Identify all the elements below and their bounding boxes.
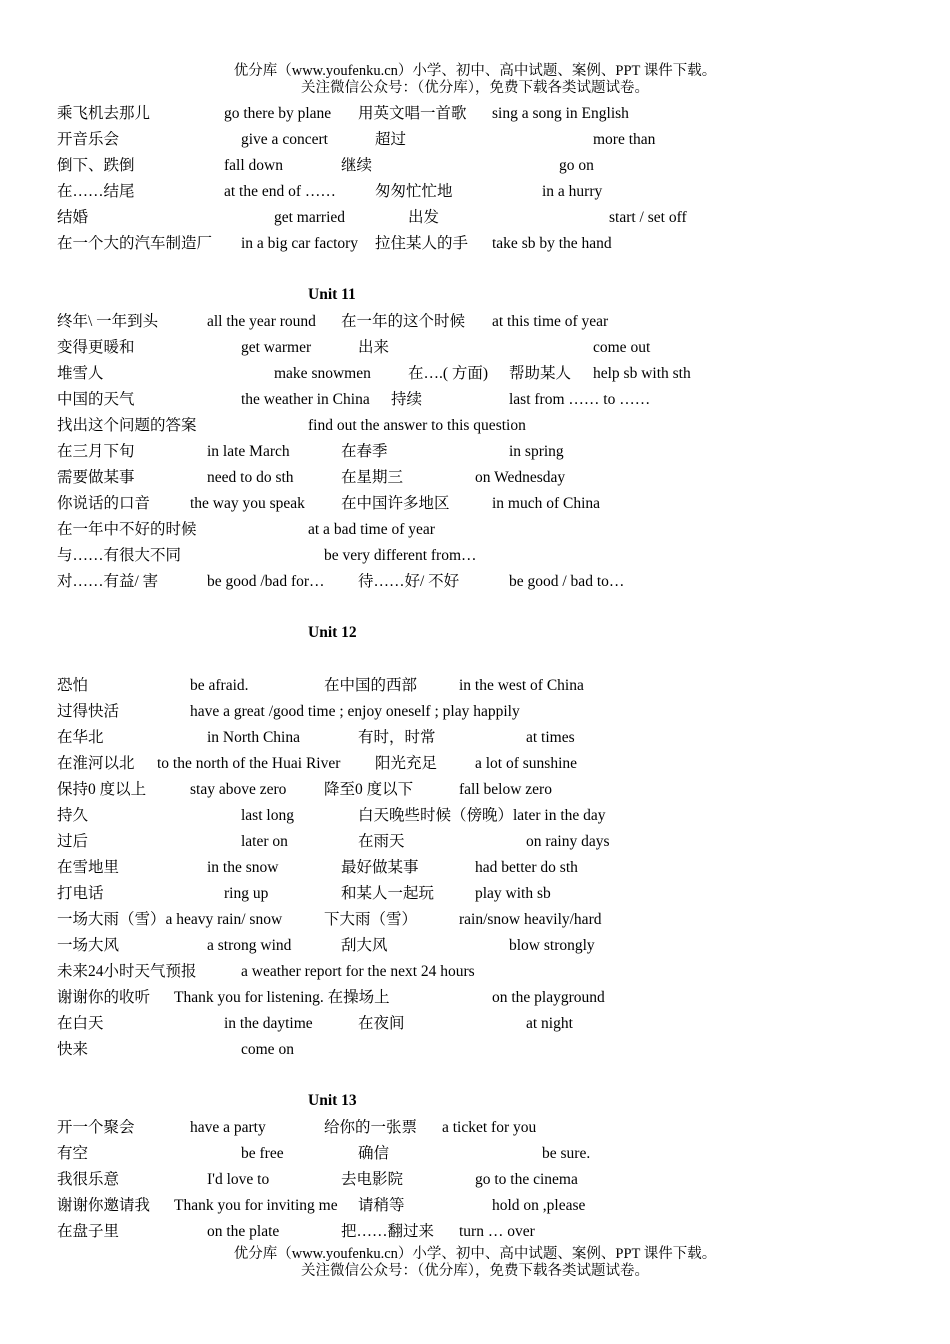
footer-line-1: 优分库（www.youfenku.cn）小学、初中、高中试题、案例、PPT 课件下载。 xyxy=(233,1246,717,1262)
phrase-cell: 在白天 xyxy=(57,1015,104,1032)
translation-cell: in a big car factory xyxy=(241,235,359,252)
phrase-cell: 超过 xyxy=(375,131,407,148)
translation-cell: in much of China xyxy=(492,495,601,512)
phrase-cell: 有空 xyxy=(57,1145,89,1162)
phrase-cell: 在一年的这个时候 xyxy=(341,313,466,330)
phrase-cell: help sb with sth xyxy=(593,365,691,382)
phrase-cell: 恐怕 xyxy=(57,677,89,694)
phrase-cell: 需要做某事 xyxy=(57,469,135,486)
phrase-cell: 在一年中不好的时候 xyxy=(57,521,197,538)
translation-cell: play with sb xyxy=(475,885,551,902)
phrase-cell: 过得快活 xyxy=(57,703,120,720)
phrase-cell: 你说话的口音 xyxy=(57,495,151,512)
phrase-cell: 乘飞机去那儿 xyxy=(57,105,151,122)
phrase-cell: 一场大风 xyxy=(57,937,120,954)
unit12-title: Unit 12 xyxy=(308,624,357,641)
phrase-cell: 在淮河以北 xyxy=(57,755,135,772)
translation-cell: in late March xyxy=(207,443,290,460)
phrase-cell: 确信 xyxy=(358,1145,390,1162)
translation-cell: last from …… to …… xyxy=(509,391,651,408)
page-header xyxy=(0,63,950,97)
phrase-cell: 刮大风 xyxy=(341,937,388,954)
translation-cell: need to do sth xyxy=(207,469,294,486)
phrase-cell: 在……结尾 xyxy=(57,183,135,200)
translation-cell: start / set off xyxy=(609,209,687,226)
header-line-1: 优分库（www.youfenku.cn）小学、初中、高中试题、案例、PPT 课件下载。 xyxy=(233,63,717,79)
phrase-cell: 在夜间 xyxy=(358,1015,405,1032)
phrase-cell: 在华北 xyxy=(57,729,104,746)
phrase-cell: 对……有益/ 害 xyxy=(57,573,159,590)
phrase-cell: 变得更暖和 xyxy=(57,339,135,356)
phrase-cell: 在春季 xyxy=(341,443,388,460)
translation-cell: come out xyxy=(593,339,651,356)
translation-cell: more than xyxy=(593,131,656,148)
phrase-cell: 在雨天 xyxy=(358,833,405,850)
phrase-cell: 在星期三 xyxy=(341,469,404,486)
translation-cell: find out the answer to this question xyxy=(308,417,526,434)
header-line-2: 关注微信公众号：（优分库），免费下载各类试题试卷。 xyxy=(301,80,649,96)
unit11-title: Unit 11 xyxy=(308,286,356,303)
translation-cell: go there by plane xyxy=(224,105,332,122)
page-footer xyxy=(0,1246,950,1280)
phrase-cell: 在中国的西部 xyxy=(324,677,418,694)
translation-cell: at times xyxy=(526,729,575,746)
translation-cell: all the year round xyxy=(207,313,316,330)
phrase-cell: 白天晚些时候（傍晚）later in the day xyxy=(358,807,606,824)
phrase-cell: 在….( 方面) xyxy=(408,365,489,382)
phrase-cell: on the playground xyxy=(492,989,605,1006)
phrase-cell: 堆雪人 xyxy=(57,365,104,382)
translation-cell: the way you speak xyxy=(190,495,305,512)
phrase-cell: 在一个大的汽车制造厂 xyxy=(57,235,213,252)
phrase-cell: 快来 xyxy=(57,1041,89,1058)
translation-cell: be afraid. xyxy=(190,677,249,694)
phrase-cell: 出来 xyxy=(358,339,390,356)
unit13-title: Unit 13 xyxy=(308,1092,357,1109)
translation-cell: turn … over xyxy=(459,1223,535,1240)
phrase-cell: 终年\ 一年到头 xyxy=(57,313,159,330)
translation-cell: on the plate xyxy=(207,1223,280,1240)
translation-cell: a ticket for you xyxy=(442,1119,537,1136)
phrase-cell: 拉住某人的手 xyxy=(375,235,469,252)
phrase-cell: 谢谢你邀请我 xyxy=(57,1197,151,1214)
translation-cell: give a concert xyxy=(241,131,328,148)
translation-cell: 下大雨（雪） xyxy=(324,911,418,928)
translation-cell: be good / bad to… xyxy=(509,573,625,590)
translation-cell: be very different from… xyxy=(324,547,477,564)
translation-cell: in North China xyxy=(207,729,300,746)
translation-cell: later on xyxy=(241,833,288,850)
translation-cell: Thank you for inviting me xyxy=(174,1197,338,1214)
phrase-cell: rain/snow heavily/hard xyxy=(459,911,602,928)
phrase-cell: 中国的天气 xyxy=(57,391,135,408)
phrase-cell: 出发 xyxy=(408,209,440,226)
translation-cell: be sure. xyxy=(542,1145,591,1162)
translation-cell: go on xyxy=(559,157,594,174)
phrase-cell: 结婚 xyxy=(57,209,89,226)
translation-cell: on rainy days xyxy=(526,833,610,850)
translation-cell: fall down xyxy=(224,157,283,174)
phrase-cell: 倒下、跌倒 xyxy=(57,157,135,174)
phrase-cell: 保持0 度以上 xyxy=(57,781,147,798)
translation-cell: the weather in China xyxy=(241,391,370,408)
phrase-cell: 用英文唱一首歌 xyxy=(358,105,467,122)
phrase-cell: 有时，时常 xyxy=(358,729,436,746)
translation-cell: at the end of …… xyxy=(224,183,336,200)
phrase-cell: 我很乐意 xyxy=(57,1171,120,1188)
translation-cell: sing a song in English xyxy=(492,105,629,122)
phrase-cell: 待……好/ 不好 xyxy=(358,573,460,590)
phrase-cell: 一场大雨（雪）a heavy rain/ snow xyxy=(57,911,283,928)
translation-cell: take sb by the hand xyxy=(492,235,612,252)
phrase-cell: 降至0 度以下 xyxy=(324,781,414,798)
phrase-cell: 过后 xyxy=(57,833,89,850)
phrase-cell: 在雪地里 xyxy=(57,859,120,876)
phrase-cell: 阳光充足 xyxy=(375,755,438,772)
translation-cell: at this time of year xyxy=(492,313,609,330)
phrase-cell: 持续 xyxy=(391,391,423,408)
phrase-cell: 持久 xyxy=(57,807,89,824)
translation-cell: in the snow xyxy=(207,859,279,876)
translation-cell: hold on ,please xyxy=(492,1197,586,1214)
translation-cell: a weather report for the next 24 hours xyxy=(241,963,475,980)
translation-cell: ring up xyxy=(224,885,269,902)
translation-cell: on Wednesday xyxy=(475,469,566,486)
translation-cell: a lot of sunshine xyxy=(475,755,578,772)
translation-cell: at a bad time of year xyxy=(308,521,435,538)
phrase-cell: 在中国许多地区 xyxy=(341,495,450,512)
phrase-cell: 开一个聚会 xyxy=(57,1119,135,1136)
phrase-cell: 给你的一张票 xyxy=(324,1119,418,1136)
phrase-cell: 在三月下旬 xyxy=(57,443,135,460)
translation-cell: be good /bad for… xyxy=(207,573,325,590)
translation-cell: go to the cinema xyxy=(475,1171,578,1188)
translation-cell: have a great /good time ; enjoy oneself ; play happily xyxy=(190,703,520,720)
translation-cell: 帮助某人 xyxy=(509,365,572,382)
translation-cell: to the north of the Huai River xyxy=(157,755,341,772)
translation-cell: blow strongly xyxy=(509,937,595,954)
translation-cell: in the west of China xyxy=(459,677,584,694)
translation-cell: in spring xyxy=(509,443,564,460)
translation-cell: make snowmen xyxy=(274,365,371,382)
translation-cell: at night xyxy=(526,1015,573,1032)
phrase-cell: 最好做某事 xyxy=(341,859,419,876)
translation-cell: come on xyxy=(241,1041,294,1058)
phrase-cell: 谢谢你的收听 xyxy=(57,989,151,1006)
phrase-cell: 开音乐会 xyxy=(57,131,120,148)
translation-cell: be free xyxy=(241,1145,284,1162)
translation-cell: last long xyxy=(241,807,294,824)
phrase-cell: 在盘子里 xyxy=(57,1223,120,1240)
translation-cell: I'd love to xyxy=(207,1171,270,1188)
translation-cell: Thank you for listening. 在操场上 xyxy=(174,989,390,1006)
translation-cell: get warmer xyxy=(241,339,312,356)
phrase-cell: 未来24小时天气预报 xyxy=(57,963,197,980)
phrase-cell: 打电话 xyxy=(57,885,104,902)
translation-cell: stay above zero xyxy=(190,781,287,798)
phrase-cell: 找出这个问题的答案 xyxy=(57,417,197,434)
phrase-cell: 请稍等 xyxy=(358,1197,405,1214)
translation-cell: fall below zero xyxy=(459,781,552,798)
translation-cell: have a party xyxy=(190,1119,266,1136)
translation-cell: a strong wind xyxy=(207,937,292,954)
phrase-cell: 继续 xyxy=(341,157,373,174)
footer-line-2: 关注微信公众号：（优分库），免费下载各类试题试卷。 xyxy=(301,1263,649,1279)
translation-cell: had better do sth xyxy=(475,859,578,876)
translation-cell: get married xyxy=(274,209,346,226)
phrase-cell: 匆匆忙忙地 xyxy=(375,183,453,200)
phrase-cell: 把……翻过来 xyxy=(341,1223,435,1240)
phrase-cell: 和某人一起玩 xyxy=(341,885,435,902)
phrase-cell: 去电影院 xyxy=(341,1171,404,1188)
translation-cell: in the daytime xyxy=(224,1015,313,1032)
translation-cell: in a hurry xyxy=(542,183,603,200)
phrase-cell: 与……有很大不同 xyxy=(57,547,182,564)
